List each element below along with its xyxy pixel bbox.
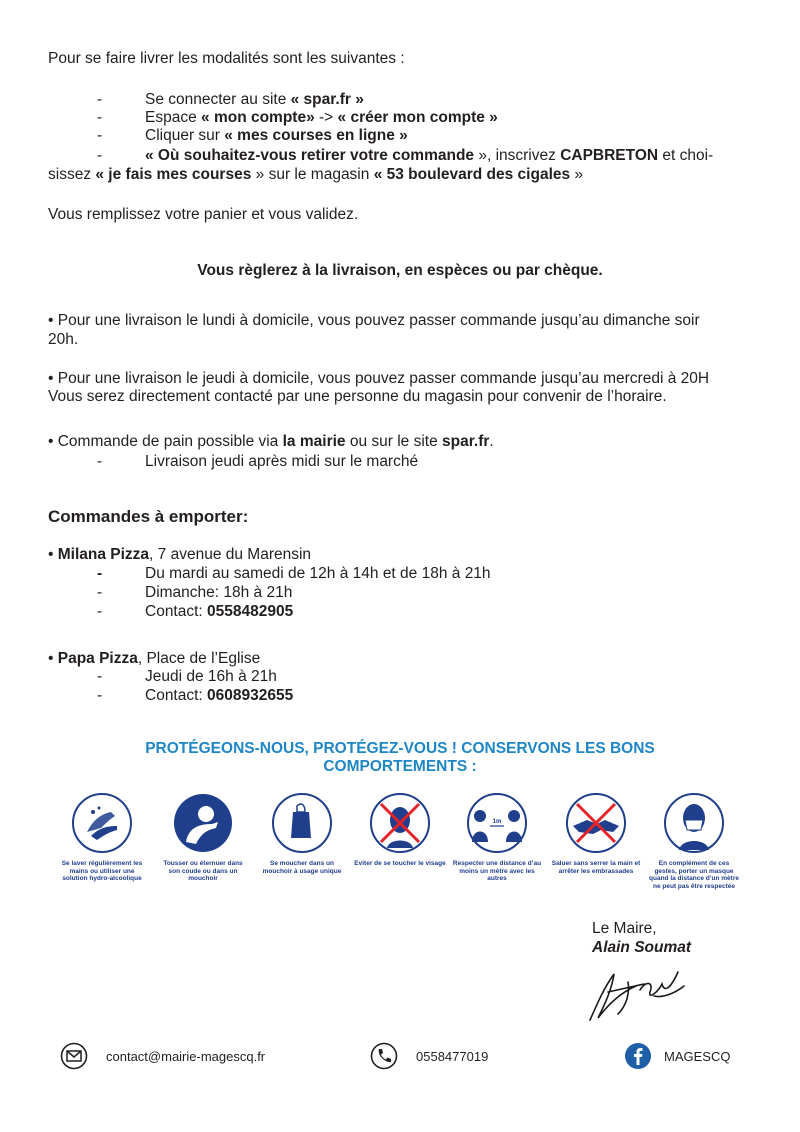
list-dash: - xyxy=(97,91,103,108)
no-handshake-icon xyxy=(565,792,627,854)
list-dash: - xyxy=(97,147,103,164)
facebook-icon xyxy=(624,1042,652,1070)
list-dash: - xyxy=(97,584,103,601)
step-connect: Se connecter au site « spar.fr » xyxy=(145,91,364,108)
banner-line2: COMPORTEMENTS : xyxy=(323,758,477,775)
gesture-no-face-touch xyxy=(354,792,446,868)
gesture-caption: Eviter de se toucher le visage xyxy=(354,860,446,867)
footer-phone[interactable] xyxy=(370,1042,488,1070)
step-store-line1: « Où souhaitez-vous retirer votre commande », inscrivez CAPBRETON et choi- xyxy=(145,147,714,164)
list-dash: - xyxy=(97,565,103,582)
list-dash: - xyxy=(97,453,103,470)
gesture-tissue xyxy=(256,792,348,875)
bread-order: • Commande de pain possible via la mairie ou sur le site spar.fr. xyxy=(48,433,494,450)
gesture-distance xyxy=(451,792,543,883)
gesture-caption: Saluer sans serrer la main et arrêter les embrassades xyxy=(551,860,641,875)
banner-line1: PROTÉGEONS-NOUS, PROTÉGEZ-VOUS ! CONSERVONS LES BONS xyxy=(145,740,655,757)
thursday-delivery-line2: Vous serez directement contacté par une personne du magasin pour convenir de l’horaire. xyxy=(48,388,667,405)
gesture-caption: Respecter une distance d’au moins un mètre avec les autres xyxy=(452,860,542,882)
milana-hours: Du mardi au samedi de 12h à 14h et de 18h à 21h xyxy=(145,565,491,582)
distance-label: 1m xyxy=(492,819,502,825)
step-account: Espace « mon compte» -> « créer mon compte » xyxy=(145,109,498,126)
phone-text[interactable]: 0558477019 xyxy=(416,1048,489,1064)
distance-icon xyxy=(466,792,528,854)
validate-text: Vous remplissez votre panier et vous validez. xyxy=(48,206,359,223)
facebook-text[interactable]: MAGESCQ xyxy=(664,1048,731,1064)
thursday-delivery-line1: • Pour une livraison le jeudi à domicile, vous pouvez passer commande jusqu’au mercredi à 20H xyxy=(48,370,710,387)
monday-delivery-line2: 20h. xyxy=(48,331,79,348)
email-icon xyxy=(60,1042,88,1070)
prevention-banner xyxy=(100,740,700,776)
handwash-icon xyxy=(71,792,133,854)
step-store-line2: sissez « je fais mes courses » sur le magasin « 53 boulevard des cigales » xyxy=(48,166,584,183)
signature-title: Le Maire, xyxy=(592,920,657,937)
footer-facebook[interactable] xyxy=(624,1042,730,1070)
email-text[interactable]: contact@mairie-magescq.fr xyxy=(106,1048,266,1064)
monday-delivery-line1: • Pour une livraison le lundi à domicile, vous pouvez passer commande jusqu’au dimanche soir xyxy=(48,312,700,329)
list-dash: - xyxy=(97,603,103,620)
cough-elbow-icon xyxy=(172,792,234,854)
handwritten-signature xyxy=(584,962,694,1028)
milana-sunday: Dimanche: 18h à 21h xyxy=(145,584,293,601)
bread-delivery: Livraison jeudi après midi sur le marché xyxy=(145,453,419,470)
gesture-caption: En complément de ces gestes, porter un masque quand la distance d’un mètre ne peut pas être respectée xyxy=(649,860,739,890)
gesture-caption: Tousser ou éternuer dans son coude ou dans un mouchoir xyxy=(163,860,243,882)
papa-pizza: • Papa Pizza, Place de l’Eglise xyxy=(48,650,261,667)
no-face-touch-icon xyxy=(369,792,431,854)
footer-email[interactable] xyxy=(60,1042,265,1070)
gesture-handwash xyxy=(56,792,148,883)
gesture-caption: Se laver régulièrement les mains ou utiliser une solution hydro-alcoolique xyxy=(61,860,143,882)
payment-text: Vous règlerez à la livraison, en espèces ou par chèque. xyxy=(197,262,603,279)
step-courses: Cliquer sur « mes courses en ligne » xyxy=(145,127,408,144)
gesture-mask xyxy=(648,792,740,890)
signature-name: Alain Soumat xyxy=(592,939,692,956)
list-dash: - xyxy=(97,109,103,126)
list-dash: - xyxy=(97,127,103,144)
phone-icon xyxy=(370,1042,398,1070)
gesture-cough xyxy=(157,792,249,883)
mask-icon xyxy=(663,792,725,854)
list-dash: - xyxy=(97,687,103,704)
list-dash: - xyxy=(97,668,103,685)
milana-contact: Contact: 0558482905 xyxy=(145,603,294,620)
milana-pizza: • Milana Pizza, 7 avenue du Marensin xyxy=(48,546,312,563)
takeaway-heading: Commandes à emporter: xyxy=(48,507,249,526)
gesture-caption: Se moucher dans un mouchoir à usage unique xyxy=(262,860,342,875)
gesture-no-handshake xyxy=(550,792,642,875)
intro-text: Pour se faire livrer les modalités sont les suivantes : xyxy=(48,50,405,67)
papa-contact: Contact: 0608932655 xyxy=(145,687,294,704)
papa-hours: Jeudi de 16h à 21h xyxy=(145,668,277,685)
tissue-icon xyxy=(271,792,333,854)
